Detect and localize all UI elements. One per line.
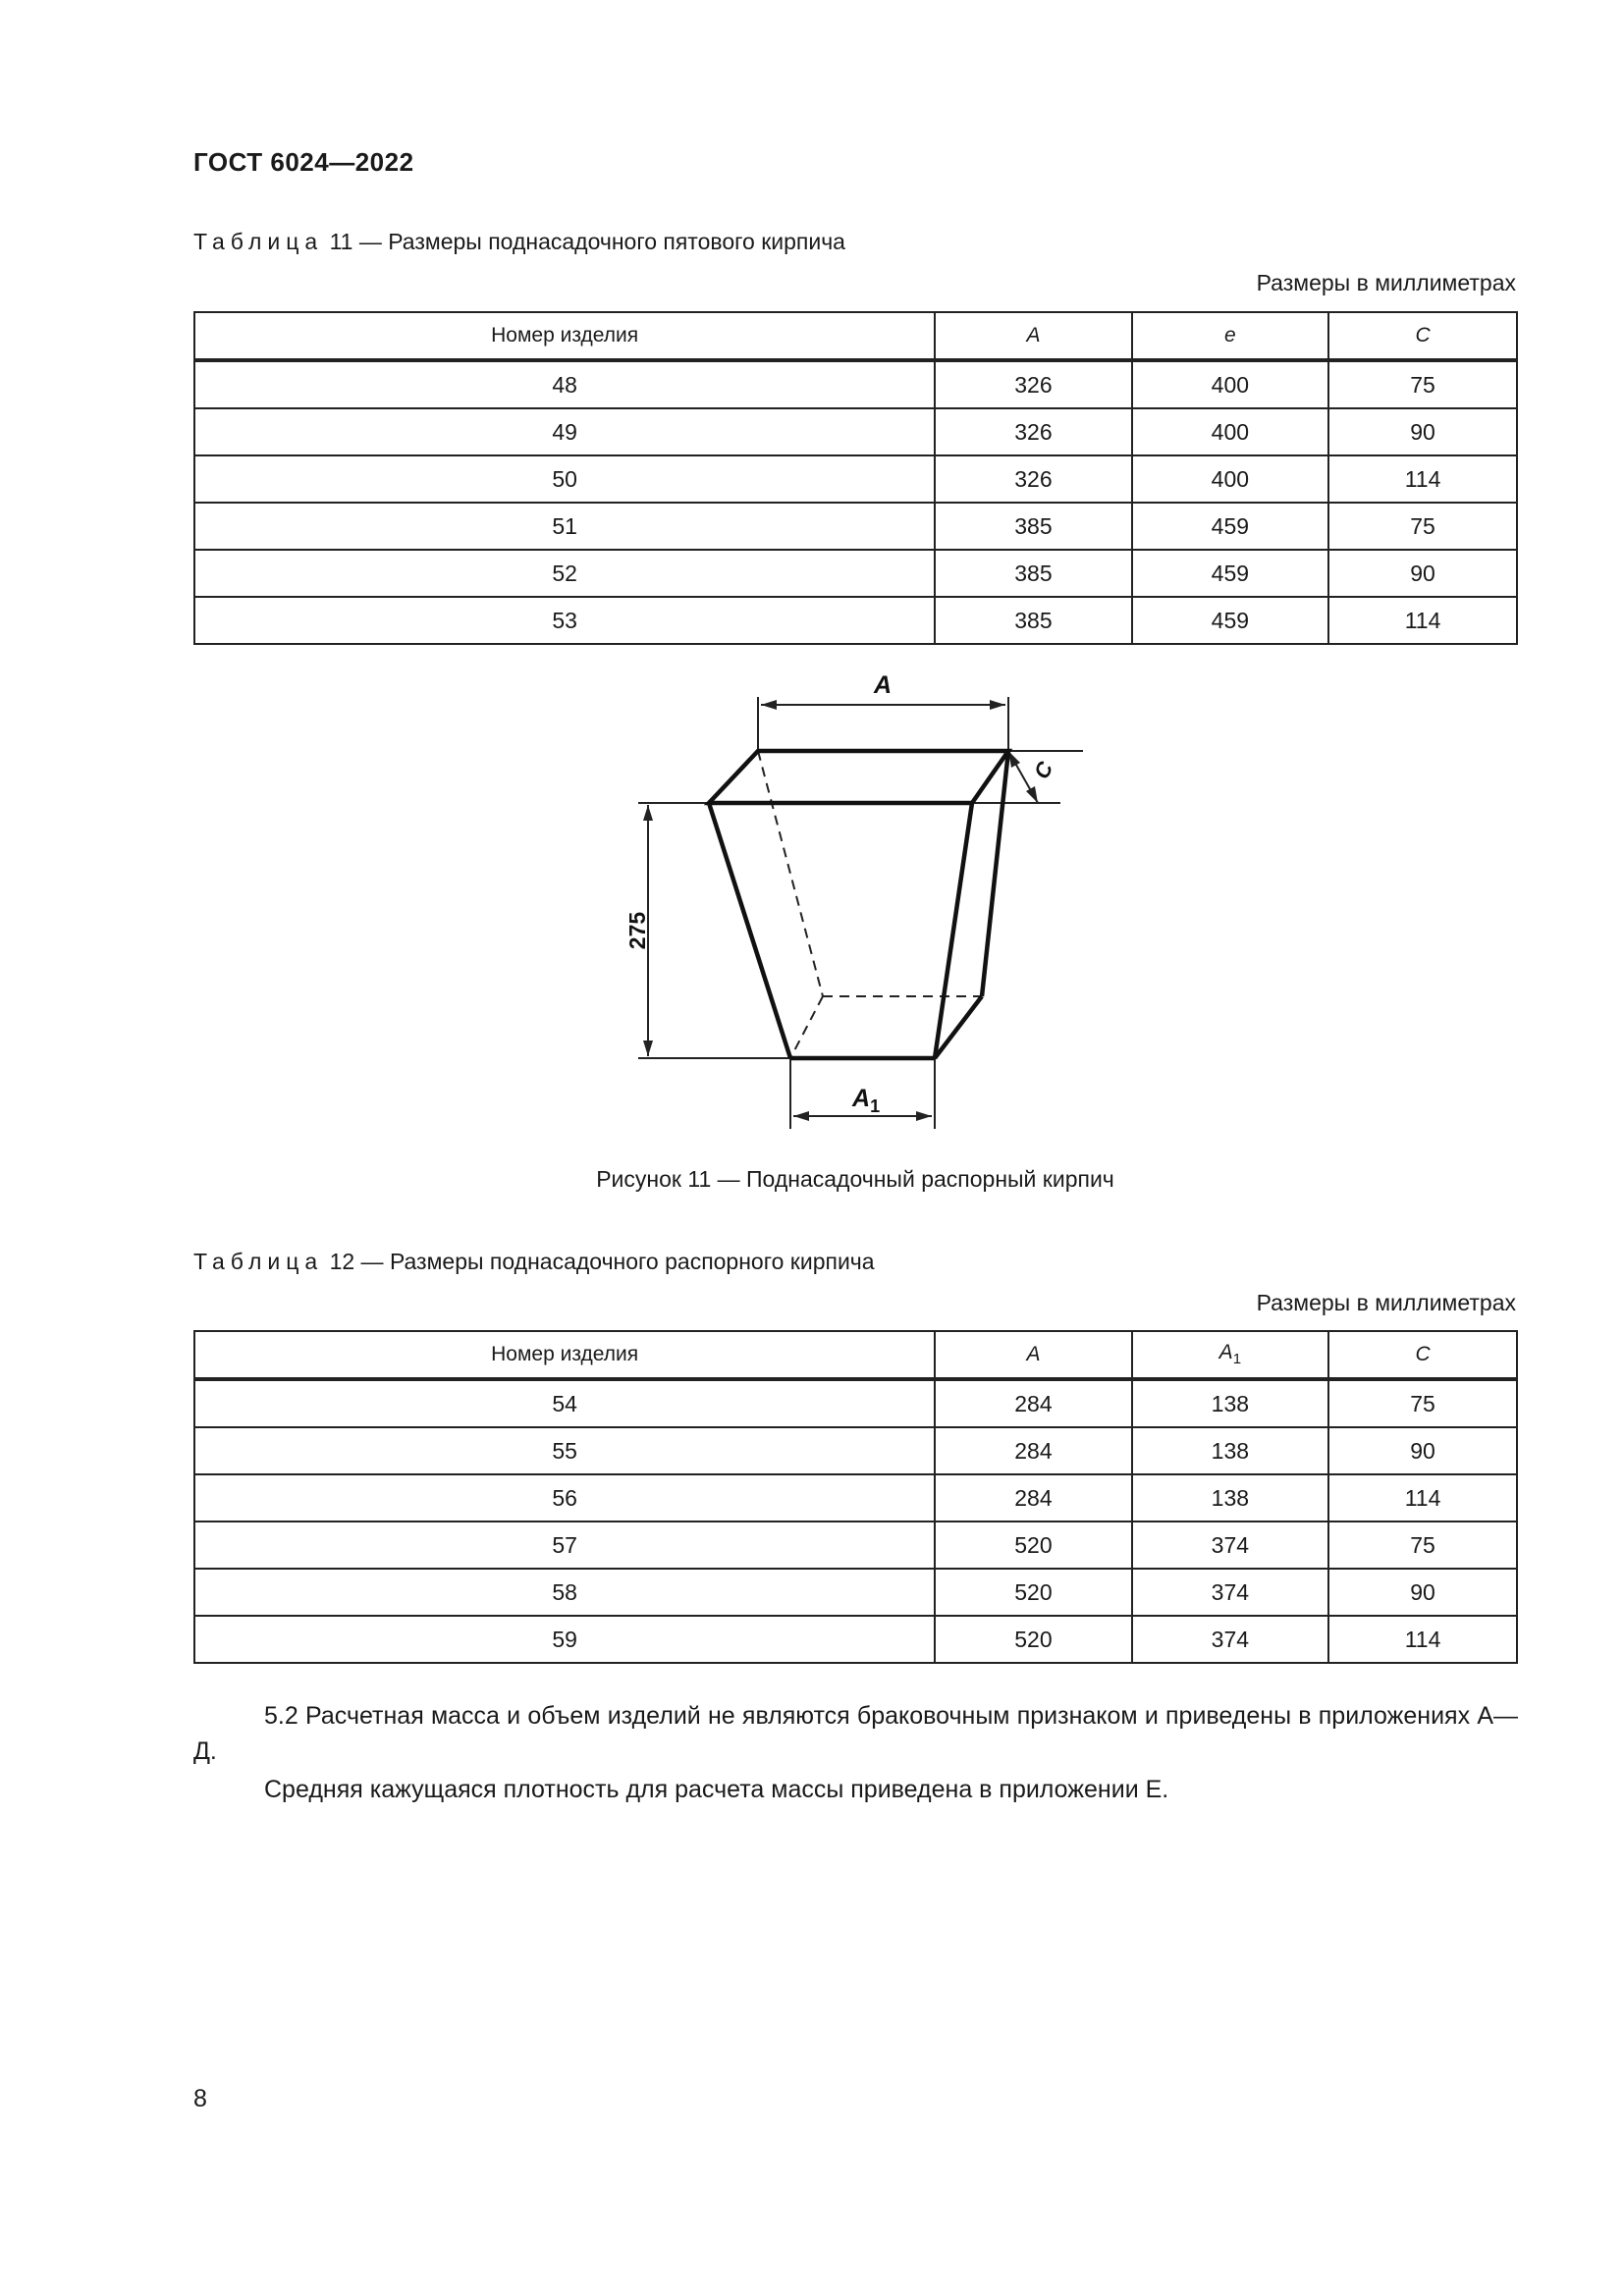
paragraph-text: 5.2 Расчетная масса и объем изделий не являются браковочным признаком и приведены в приложениях А—Д. [193,1702,1518,1765]
table-cell: 326 [935,455,1131,503]
table-cell: 326 [935,408,1131,455]
table-cell: 520 [935,1569,1131,1616]
arrowhead [643,805,653,821]
table-11-units: Размеры в миллиметрах [1256,270,1516,295]
table-cell: 520 [935,1522,1131,1569]
table-cell: 114 [1328,1616,1517,1663]
table-cell: 284 [935,1474,1131,1522]
table-cell: 50 [194,455,935,503]
table-cell: 374 [1132,1522,1328,1569]
table-12-caption [193,1249,875,1275]
table-row [194,1522,1517,1569]
table-row [194,1379,1517,1427]
table-cell: 75 [1328,503,1517,550]
table-cell: 459 [1132,550,1328,597]
hidden-edges [758,751,982,1058]
table-12-header-row [194,1331,1517,1379]
arrowhead [761,700,777,710]
page-number: 8 [193,2085,207,2112]
table-cell: 52 [194,550,935,597]
table-cell: 51 [194,503,935,550]
table-row [194,503,1517,550]
table-row [194,550,1517,597]
table-cell: 75 [1328,1379,1517,1427]
table-row [194,1427,1517,1474]
table-cell: 56 [194,1474,935,1522]
table-11-header-row [194,312,1517,360]
table-12-units: Размеры в миллиметрах [1256,1290,1516,1315]
table-cell: 400 [1132,408,1328,455]
table-cell: 55 [194,1427,935,1474]
table-11-caption-text: 11 — Размеры поднасадочного пятового кирпича [329,229,845,254]
arrowhead [1026,786,1038,803]
paragraph-text: Средняя кажущаяся плотность для расчета массы приведена в приложении Е. [264,1776,1169,1803]
table-12-caption-prefix: Таблица [193,1249,324,1274]
page-header-title: ГОСТ 6024—2022 [193,147,414,177]
arrowhead [643,1041,653,1056]
table-cell: 459 [1132,597,1328,644]
body-paragraph [193,1772,1518,1807]
table-cell: 374 [1132,1569,1328,1616]
arrowhead [793,1111,809,1121]
column-header: e [1132,312,1328,360]
table-cell: 520 [935,1616,1131,1663]
table-cell: 400 [1132,455,1328,503]
table-row [194,1474,1517,1522]
table-cell: 326 [935,360,1131,408]
table-cell: 90 [1328,408,1517,455]
table-cell: 114 [1328,1474,1517,1522]
column-header: Номер изделия [194,1331,935,1379]
table-row [194,455,1517,503]
table-cell: 114 [1328,455,1517,503]
table-cell: 57 [194,1522,935,1569]
table-cell: 53 [194,597,935,644]
table-12-caption-text: 12 — Размеры поднасадочного распорного кирпича [329,1249,875,1274]
column-header: C [1328,312,1517,360]
table-row [194,360,1517,408]
table-cell: 284 [935,1379,1131,1427]
column-header: Номер изделия [194,312,935,360]
table-cell: 90 [1328,1569,1517,1616]
table-row [194,1569,1517,1616]
dimension-label-c: C [1028,757,1058,783]
table-12 [193,1330,1518,1664]
table-cell: 385 [935,550,1131,597]
table-cell: 58 [194,1569,935,1616]
table-row [194,597,1517,644]
table-cell: 138 [1132,1427,1328,1474]
dimension-label-a: A [873,671,893,699]
table-row [194,1616,1517,1663]
dimension-label-a1: $A_1$ [852,1085,881,1116]
table-row [194,408,1517,455]
arrowhead [916,1111,932,1121]
table-cell: 90 [1328,550,1517,597]
column-header: A [935,312,1131,360]
table-cell: 49 [194,408,935,455]
column-header: A [935,1331,1131,1379]
table-cell: 59 [194,1616,935,1663]
table-cell: 400 [1132,360,1328,408]
body-paragraph [193,1698,1518,1769]
table-11 [193,311,1518,645]
table-cell: 75 [1328,1522,1517,1569]
table-cell: 385 [935,503,1131,550]
table-cell: 459 [1132,503,1328,550]
table-cell: 114 [1328,597,1517,644]
brick-drawing [589,667,1100,1139]
figure-11-caption: Рисунок 11 — Поднасадочный распорный кирпич [596,1166,1114,1192]
table-11-caption [193,229,845,255]
table-cell: 90 [1328,1427,1517,1474]
table-cell: 75 [1328,360,1517,408]
table-cell: 54 [194,1379,935,1427]
dimension-label-height: 275 [624,911,650,950]
table-11-caption-prefix: Таблица [193,229,324,254]
table-cell: 48 [194,360,935,408]
arrowhead [990,700,1005,710]
table-cell: 374 [1132,1616,1328,1663]
brick-outline [709,751,1008,1058]
table-cell: 138 [1132,1474,1328,1522]
column-header-a1: $A_1$ [1132,1331,1328,1379]
table-cell: 284 [935,1427,1131,1474]
column-header: C [1328,1331,1517,1379]
table-cell: 385 [935,597,1131,644]
table-cell: 138 [1132,1379,1328,1427]
